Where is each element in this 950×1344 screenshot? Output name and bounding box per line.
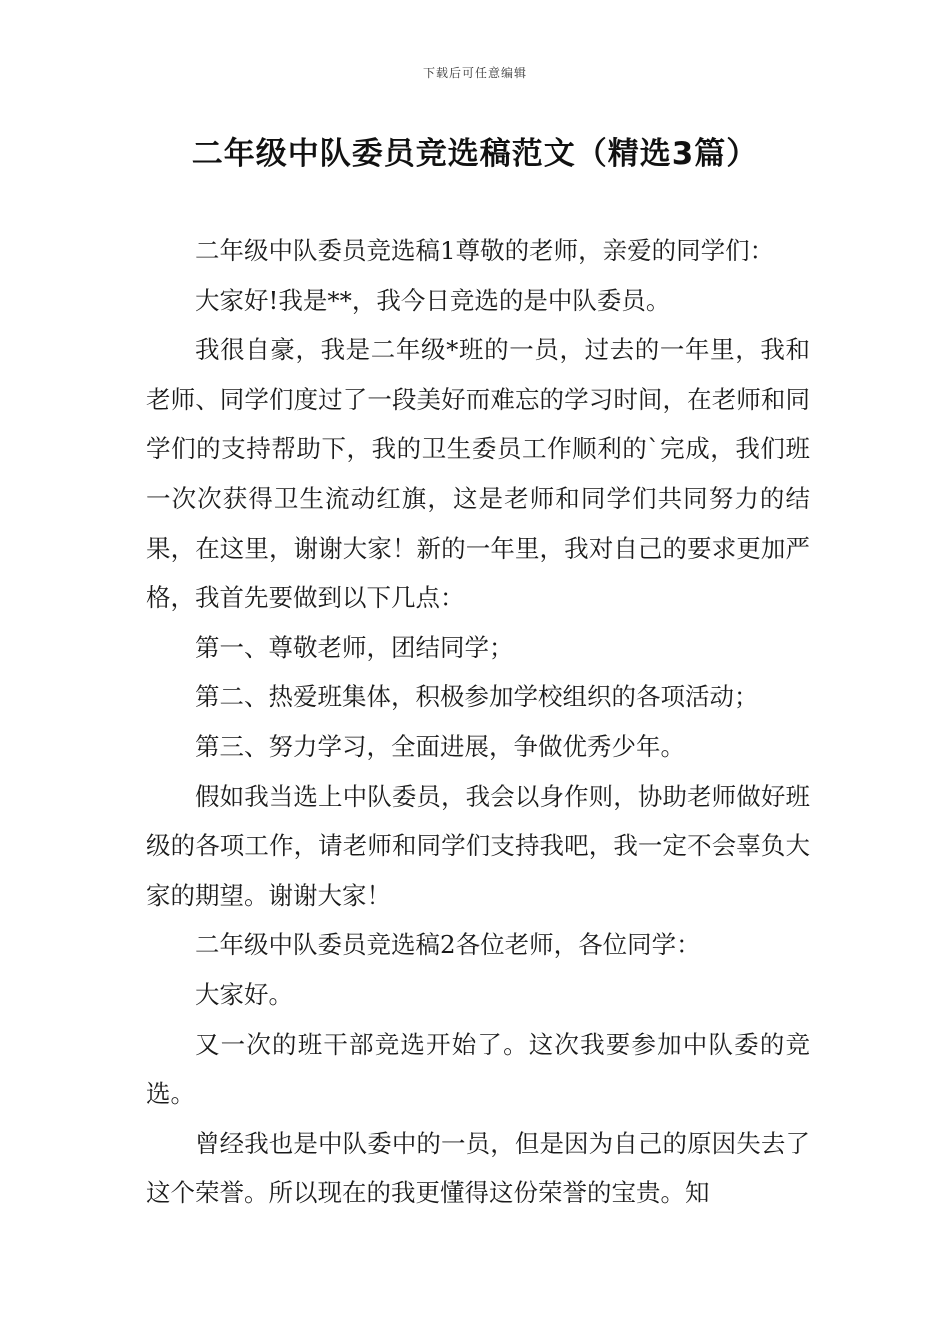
- paragraph: 二年级中队委员竞选稿1尊敬的老师，亲爱的同学们：: [195, 236, 775, 265]
- document-title: 二年级中队委员竞选稿范文（精选3篇）: [191, 136, 759, 172]
- paragraph: 二年级中队委员竞选稿2各位老师，各位同学：: [195, 930, 701, 960]
- document-body: [146, 226, 810, 1218]
- header-note: 下载后可任意编辑: [422, 66, 527, 80]
- paragraph: 第二、热爱班集体，积极参加学校组织的各项活动；: [195, 682, 759, 712]
- paragraph: 第三、努力学习，全面进展，争做优秀少年。: [195, 731, 685, 761]
- paragraph: 大家好!我是**，我今日竞选的是中队委员。: [195, 285, 671, 315]
- paragraph: 大家好。: [195, 979, 293, 1009]
- paragraph: 第一、尊敬老师，团结同学；: [195, 632, 514, 662]
- paragraph: 我很自豪，我是二年级*班的一员，过去的一年里，我和老师、同学们度过了一段美好而难忘的学习时间，在老师和同学们的支持帮助下，我的卫生委员工作顺利的`完成，我们班一次次获得卫生流动红旗，这是老师和同学们共同努力的结果，在这里，谢谢大家！新的一年里，我对自己的要求更加严格，我首先要做到以下几点：: [146, 335, 810, 613]
- paragraph: 曾经我也是中队委中的一员，但是因为自己的原因失去了这个荣誉。所以现在的我更懂得这份荣誉的宝贵。知: [146, 1128, 810, 1208]
- paragraph: 又一次的班干部竞选开始了。这次我要参加中队委的竞选。: [146, 1029, 810, 1109]
- paragraph: 假如我当选上中队委员，我会以身作则，协助老师做好班级的各项工作，请老师和同学们支持我吧，我一定不会辜负大家的期望。谢谢大家！: [146, 781, 810, 910]
